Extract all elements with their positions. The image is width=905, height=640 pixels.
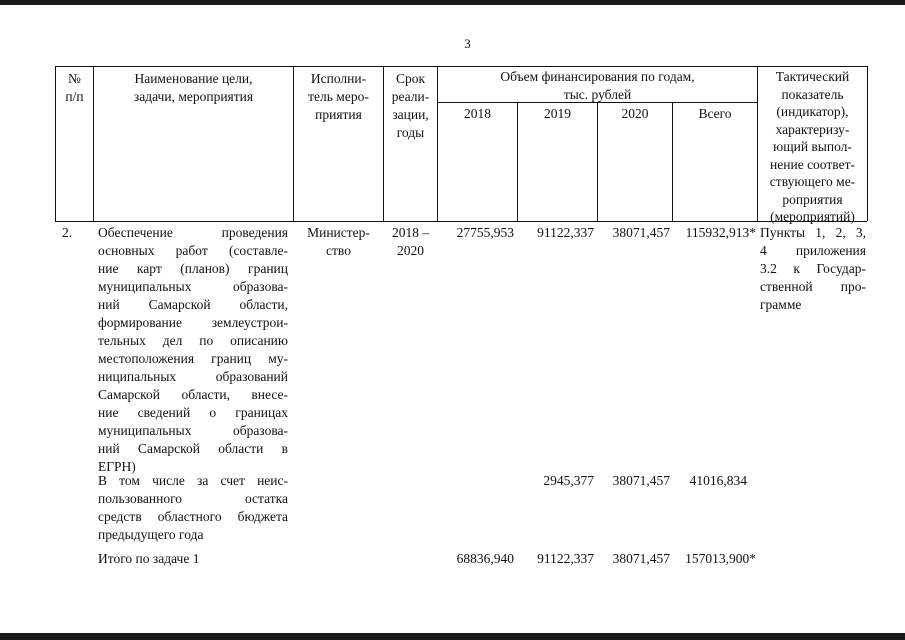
row-total-value-2020: 38071,457	[612, 551, 670, 566]
row-name: Обеспечение проведения основных работ (составле- ние карт (планов) границ муниципальных образова- ний Самарской области, формирование землеустрои- тельных дел по описанию местоположения границ му- ниципальных образований Самарской области, внесе- ние сведений о границах муниципальных образова- ний Самарской области в ЕГРН)	[98, 225, 288, 474]
row-value-total: 115932,913*	[685, 225, 756, 240]
row-total-value-total: 157013,900*	[685, 551, 756, 566]
row-value-2020: 38071,457	[612, 225, 670, 240]
row-total-value-2019: 91122,337	[537, 551, 594, 566]
row-term: 2018 – 2020	[391, 225, 430, 258]
header-num: № п/п	[65, 71, 84, 104]
header-executor: Исполни- тель меро- приятия	[308, 71, 369, 122]
row-total-value-2018: 68836,940	[456, 551, 514, 566]
header-indicator: Тактический показатель (индикатор), характеризу- ющий выпол- нение соответ- ствующего ме- роприятия (мероприятий)	[769, 69, 856, 224]
row-num: 2.	[62, 225, 73, 240]
row-unused-value-2019: 2945,377	[543, 473, 594, 488]
page-number: 3	[464, 36, 471, 51]
row-indicator: Пункты 1, 2, 3, 4 приложения 3.2 к Государ- ственной про- грамме	[760, 225, 866, 312]
header-funding: Объем финансирования по годам, тыс. рублей	[500, 69, 695, 102]
row-value-2018: 27755,953	[456, 225, 514, 240]
scan-bottom-border	[0, 633, 905, 640]
row-executor: Министер- ство	[307, 225, 370, 258]
header-year-2019: 2019	[544, 106, 571, 121]
row-unused-value-2020: 38071,457	[612, 473, 670, 488]
scan-top-border	[0, 0, 905, 5]
row-name-task-total: Итого по задаче 1	[98, 551, 200, 566]
header-year-2020: 2020	[621, 106, 649, 121]
row-name-unused-balance: В том числе за счет неис- пользованного остатка средств областного бюджета предыдущего года	[98, 473, 288, 542]
header-year-2018: 2018	[464, 106, 491, 121]
row-unused-value-total: 41016,834	[689, 473, 747, 488]
header-term: Срок реали- зации, годы	[391, 71, 430, 140]
row-value-2019: 91122,337	[537, 225, 594, 240]
header-year-total: Всего	[698, 106, 732, 121]
header-name: Наименование цели, задачи, мероприятия	[133, 71, 254, 104]
